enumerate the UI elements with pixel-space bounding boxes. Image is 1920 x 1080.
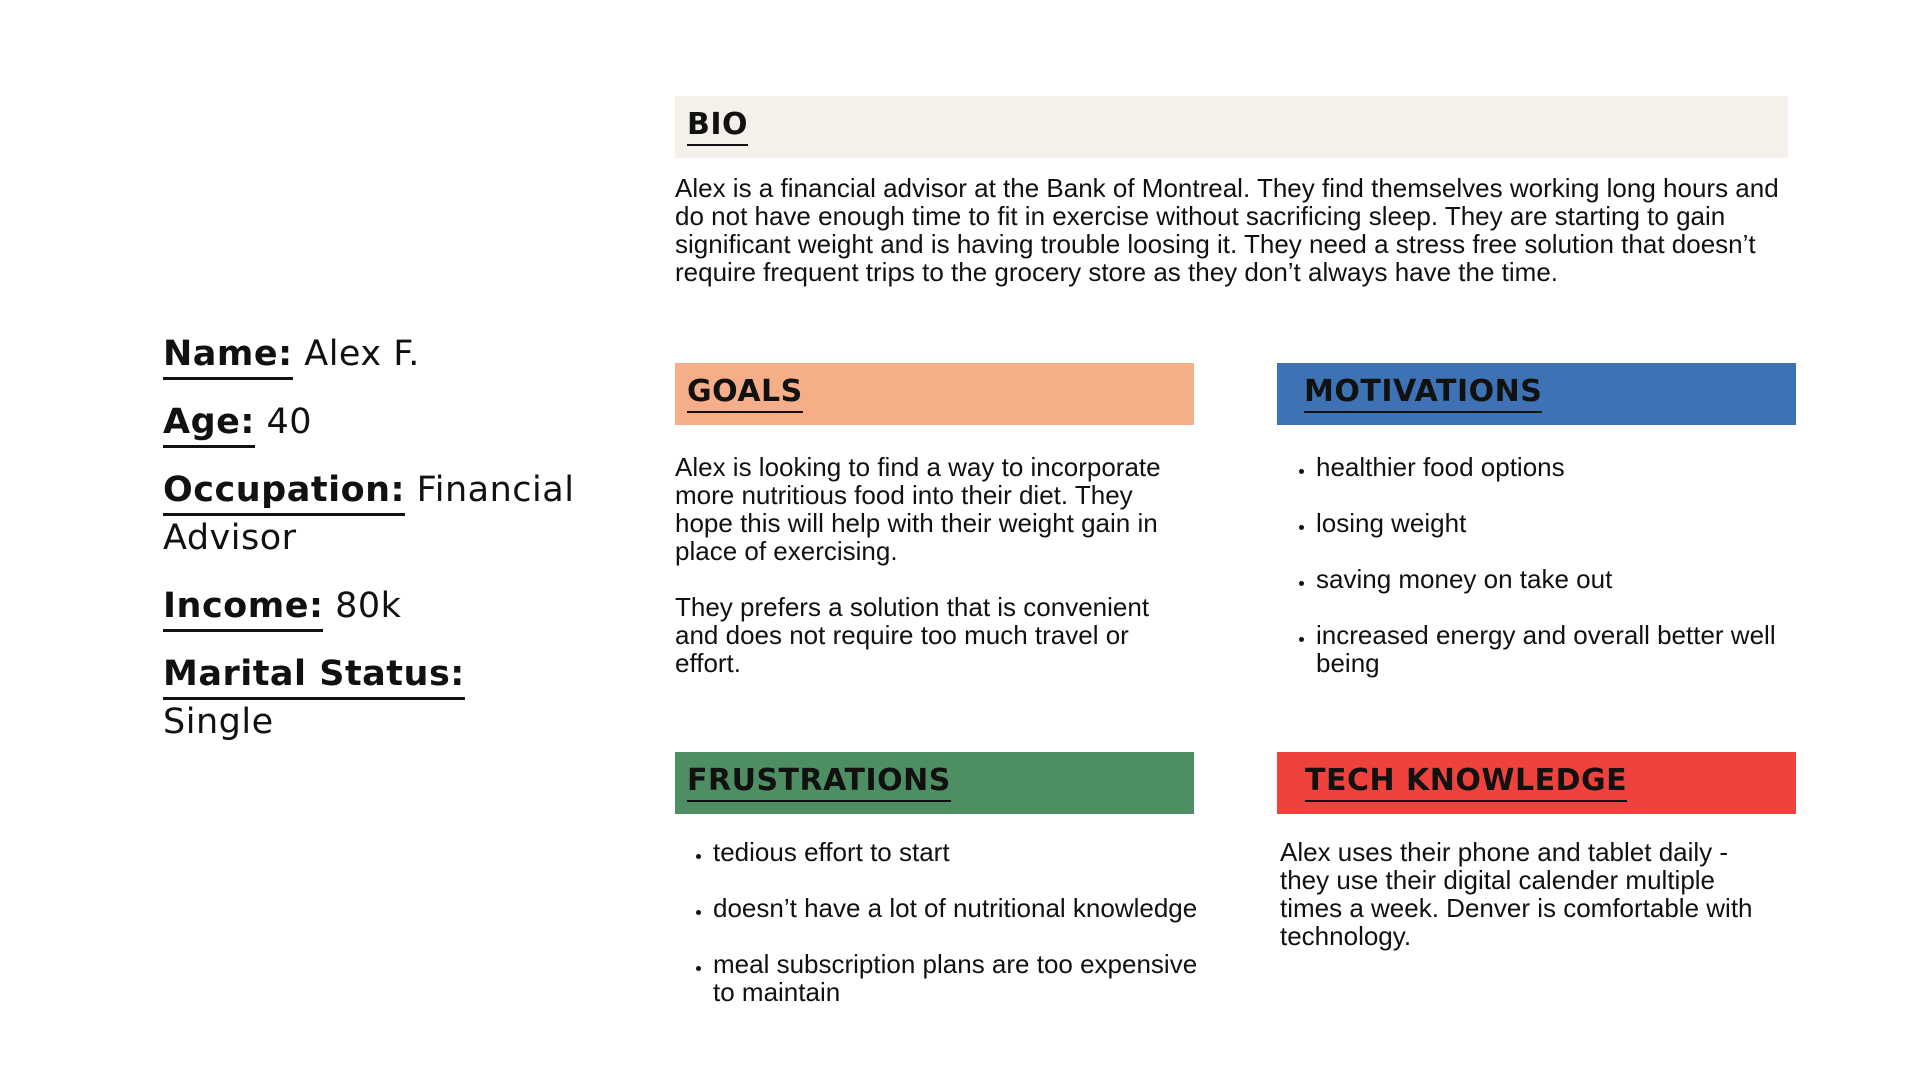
- name-value: Alex F.: [304, 334, 420, 374]
- age-label: Age:: [163, 402, 255, 448]
- income-value: 80k: [335, 586, 402, 626]
- tech-title: TECH KNOWLEDGE: [1305, 764, 1627, 802]
- name-label: Name:: [163, 334, 293, 380]
- tech-text: Alex uses their phone and tablet daily - they use their digital calender multiple times a week. Denver is comfortable with technology.: [1280, 837, 1753, 951]
- list-item: • doesn’t have a lot of nutritional knowledge: [713, 894, 1213, 922]
- motivations-list: [1278, 453, 1816, 705]
- frustrations-title: FRUSTRATIONS: [687, 764, 951, 802]
- list-item: • increased energy and overall better well being: [1316, 621, 1816, 677]
- goals-title: GOALS: [687, 375, 803, 413]
- marital-label: Marital Status:: [163, 654, 465, 700]
- list-item: • tedious effort to start: [713, 838, 1213, 866]
- profile-age-row: [163, 398, 583, 446]
- goals-header: [675, 363, 1194, 425]
- income-label: Income:: [163, 586, 323, 632]
- goals-text: [675, 453, 1185, 705]
- age-value: 40: [266, 402, 313, 442]
- occupation-value: Financial Advisor: [163, 470, 575, 558]
- profile-name-row: [163, 330, 583, 378]
- frustrations-header: [675, 752, 1194, 814]
- goals-paragraph-1: Alex is looking to find a way to incorporate more nutritious food into their diet. They hope this will help with their weight gain in place of exercising.: [675, 452, 1161, 566]
- goals-paragraph-2: They prefers a solution that is convenient and does not require too much travel or effort.: [675, 592, 1150, 678]
- profile-occupation-row: [163, 466, 583, 562]
- list-item: • healthier food options: [1316, 453, 1816, 481]
- list-item: • losing weight: [1316, 509, 1816, 537]
- motivations-title: MOTIVATIONS: [1304, 375, 1542, 413]
- profile-marital-row: [163, 650, 583, 746]
- occupation-label: Occupation:: [163, 470, 405, 516]
- list-item: • saving money on take out: [1316, 565, 1816, 593]
- bio-header: [675, 96, 1788, 158]
- frustrations-list: [675, 838, 1213, 1034]
- bio-text: Alex is a financial advisor at the Bank of Montreal. They find themselves working long hours and do not have enough time to fit in exercise without sacrificing sleep. They are starting to gain significant weight and is having trouble loosing it. They need a stress free solution that doesn’t require frequent trips to the grocery store as they don’t always have the time.: [675, 173, 1779, 287]
- tech-header: [1277, 752, 1796, 814]
- list-item: • meal subscription plans are too expensive to maintain: [713, 950, 1213, 1006]
- bio-title: BIO: [687, 108, 748, 146]
- profile-income-row: [163, 582, 583, 630]
- motivations-header: [1277, 363, 1796, 425]
- profile-panel: [163, 330, 583, 766]
- marital-value: Single: [163, 702, 274, 742]
